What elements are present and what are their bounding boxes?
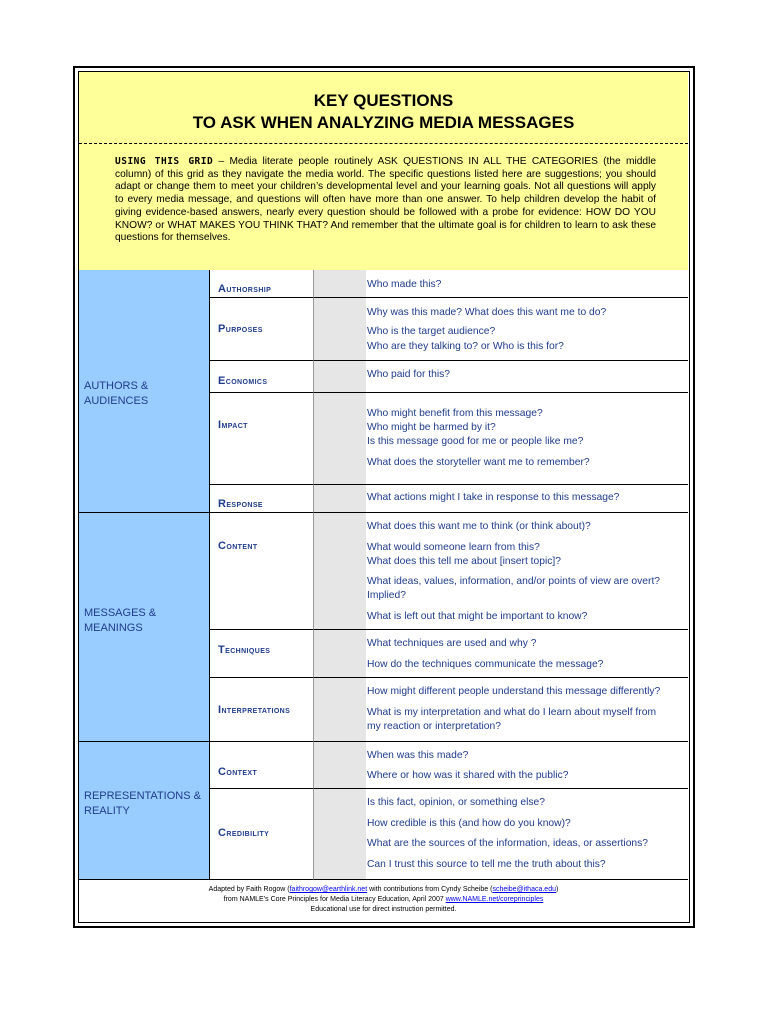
question-text: Who might be harmed by it? <box>367 422 496 433</box>
subcategory-label: Impact <box>218 419 248 431</box>
namle-link[interactable]: www.NAMLE.net/coreprinciples <box>445 896 544 903</box>
question-text: What does the storyteller want me to remember? <box>367 457 590 468</box>
question-text: How do the techniques communicate the message? <box>367 659 604 670</box>
question-text: Who might benefit from this message? <box>367 408 543 419</box>
footer-line-1: Adapted by Faith Rogow (faithrogow@earthlink.net with contributions from Cyndy Scheibe (scheibe@ithaca.edu) <box>208 886 559 893</box>
shade-column <box>314 361 366 392</box>
page-title <box>79 90 688 134</box>
subcategory-response <box>210 485 314 513</box>
question-text: What techniques are used and why ? <box>367 638 537 649</box>
shade-column <box>314 789 366 879</box>
question-text: Can I trust this source to tell me the truth about this? <box>367 859 606 870</box>
subcategory-label: Techniques <box>218 644 271 656</box>
question-text: Who are they talking to? or Who is this for? <box>367 341 564 352</box>
intro-text: – Media literate people routinely ASK QUESTIONS IN ALL THE CATEGORIES (the middle column) of this grid as they navigate the media world. The specific questions listed here are suggestions; you should adapt or change them to meet your children’s developmental level and your learning goals. Not all questions will apply to every media message, and questions will often have more than one answer. To help children develop the habit of giving evidence-based answers, nearly every question should be followed with a probe for evidence: HOW DO YOU KNOW? or WHAT MAKES YOU THINK THAT? And remember that the ultimate goal is for children to learn to ask these questions for themselves. <box>115 156 656 244</box>
title-line-1: KEY QUESTIONS <box>313 91 454 110</box>
question-text: Is this fact, opinion, or something else? <box>367 797 546 808</box>
intro-lead: USING THIS GRID <box>115 156 214 167</box>
category-label: MESSAGES & MEANINGS <box>84 607 157 634</box>
question-text: Why was this made? What does this want me to do? <box>367 307 607 318</box>
question-grid <box>79 270 688 880</box>
subcategory-credibility <box>210 789 314 880</box>
subcategory-label: Response <box>218 498 264 510</box>
question-text: What is my interpretation and what do I learn about myself from <box>367 707 657 718</box>
question-text: What actions might I take in response to this message? <box>367 492 620 503</box>
worksheet <box>78 71 690 923</box>
title-line-2: TO ASK WHEN ANALYZING MEDIA MESSAGES <box>192 113 575 132</box>
shade-column <box>314 742 366 788</box>
intro-paragraph <box>115 156 656 245</box>
question-text: my reaction or interpretation? <box>367 721 501 732</box>
question-text: Who is the target audience? <box>367 326 496 337</box>
subcategory-label: Interpretations <box>218 704 291 716</box>
subcategory-label: Authorship <box>218 283 272 295</box>
subcategory-label: Credibility <box>218 827 270 839</box>
question-text: What is left out that might be important to know? <box>367 611 588 622</box>
category-label: AUTHORS & AUDIENCES <box>84 380 149 407</box>
subcategory-techniques <box>210 630 314 678</box>
footer-line-2: from NAMLE’s Core Principles for Media Literacy Education, April 2007 www.NAMLE.net/coreprinciples <box>223 896 544 903</box>
question-text: What does this want me to think (or think about)? <box>367 521 591 532</box>
question-text: How might different people understand this message differently? <box>367 686 661 697</box>
question-text: What are the sources of the information, ideas, or assertions? <box>367 838 649 849</box>
question-text: When was this made? <box>367 750 469 761</box>
email-link-scheibe[interactable]: scheibe@ithaca.edu <box>492 886 556 893</box>
shade-column <box>314 630 366 677</box>
subcategory-authorship <box>210 270 314 298</box>
category-label: REPRESENTATIONS & REALITY <box>84 790 201 817</box>
shade-column <box>314 298 366 360</box>
subcategory-impact <box>210 393 314 485</box>
footer-line-3: Educational use for direct instruction permitted. <box>310 906 457 913</box>
subcategory-interpretations <box>210 678 314 742</box>
question-text: What does this tell me about [insert topic]? <box>367 556 562 567</box>
header-panel <box>79 72 688 271</box>
shade-column <box>314 513 366 629</box>
category-representations-reality <box>79 742 210 880</box>
subcategory-purposes <box>210 298 314 361</box>
shade-column <box>314 485 366 512</box>
subcategory-label: Content <box>218 540 258 552</box>
category-authors-audiences <box>79 270 210 513</box>
subcategory-context <box>210 742 314 789</box>
question-text: What ideas, values, information, and/or points of view are overt? <box>367 576 661 587</box>
question-text: Who paid for this? <box>367 369 450 380</box>
shade-column <box>314 393 366 484</box>
dashed-divider <box>79 143 688 144</box>
category-messages-meanings <box>79 513 210 742</box>
subcategory-label: Purposes <box>218 323 263 335</box>
question-text: Is this message good for me or people like me? <box>367 436 584 447</box>
email-link-rogow[interactable]: faithrogow@earthlink.net <box>289 886 368 893</box>
question-text: Implied? <box>367 590 406 601</box>
shade-column <box>314 270 366 297</box>
question-text: Where or how was it shared with the public? <box>367 770 569 781</box>
subcategory-label: Economics <box>218 375 268 387</box>
question-text: How credible is this (and how do you know)? <box>367 818 571 829</box>
question-text: Who made this? <box>367 279 442 290</box>
subcategory-content <box>210 513 314 630</box>
footer-credits <box>79 880 688 920</box>
question-text: What would someone learn from this? <box>367 542 540 553</box>
shade-column <box>314 678 366 741</box>
subcategory-economics <box>210 361 314 393</box>
subcategory-label: Context <box>218 766 258 778</box>
